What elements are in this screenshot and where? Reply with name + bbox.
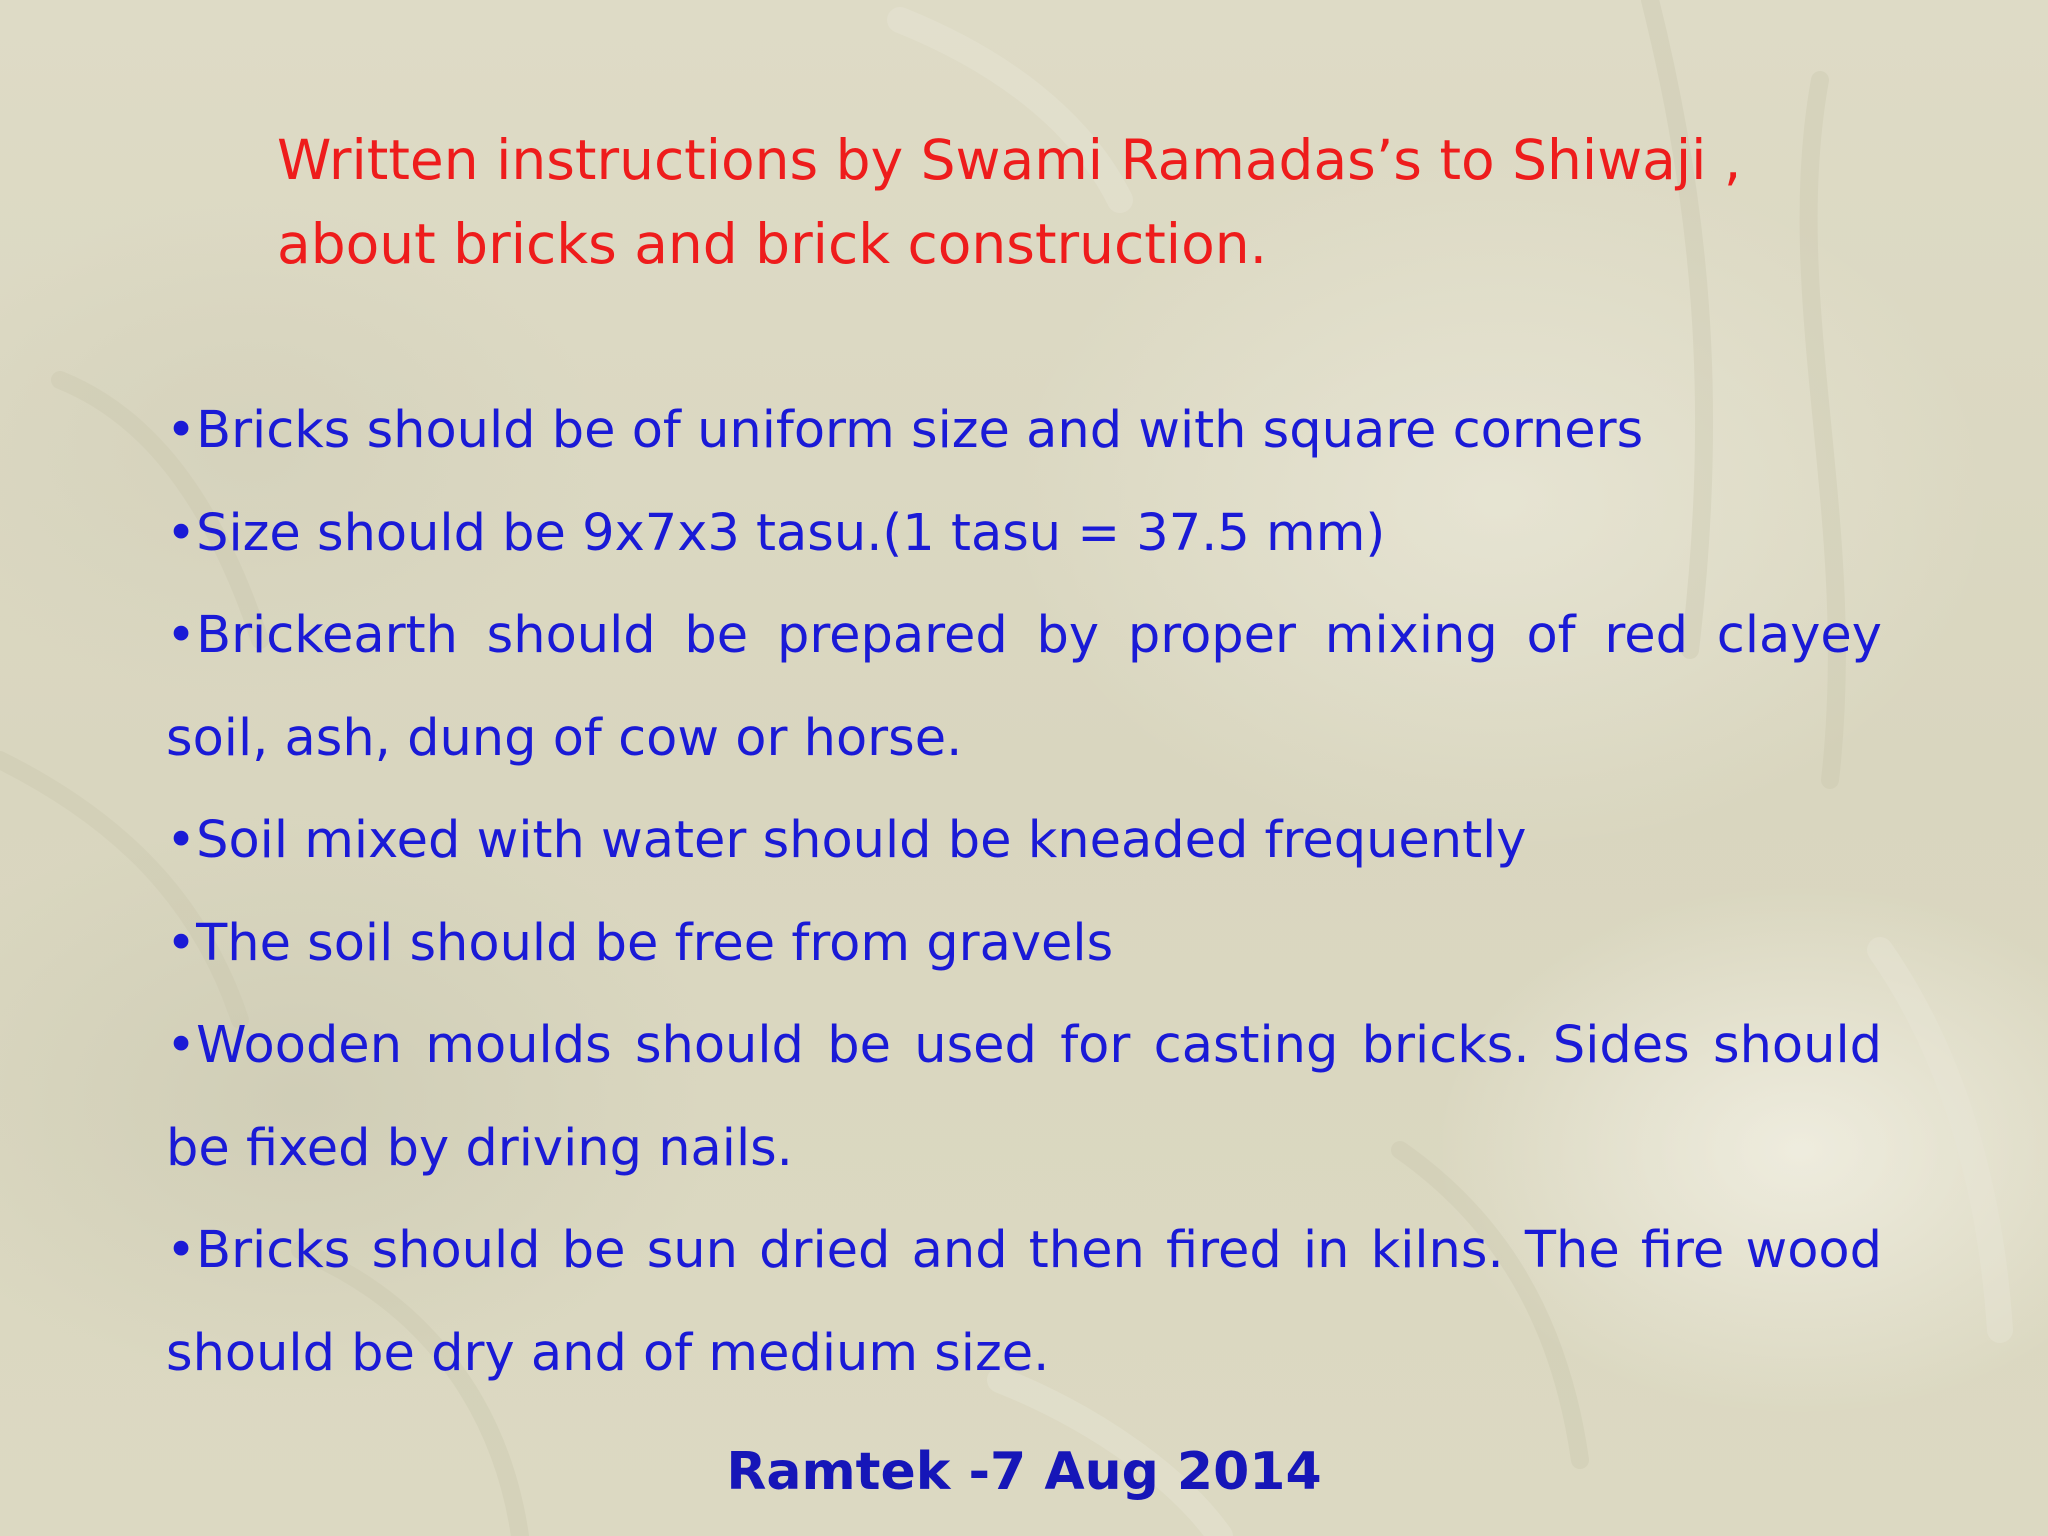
bullet-item-gravels: • The soil should be free from gravels [166, 893, 1882, 996]
bullet-item-sun-dried: • Bricks should be sun dried and then fired in kilns. The fire wood should be dry and of medium size. [166, 1200, 1882, 1405]
footer-caption: Ramtek -7 Aug 2014 [726, 1442, 1322, 1502]
bullet-item-kneading: • Soil mixed with water should be kneaded frequently [166, 790, 1882, 893]
bullet-item-wooden-moulds: • Wooden moulds should be used for casting bricks. Sides should be fixed by driving nails. [166, 995, 1882, 1200]
title-line-1: Written instructions by Swami Ramadas’s to Shiwaji , [277, 128, 1742, 192]
bullet-list [166, 380, 1882, 1405]
slide-title [277, 118, 1837, 286]
bullet-item-uniform-size: • Bricks should be of uniform size and with square corners [166, 380, 1882, 483]
title-line-2: about bricks and brick construction. [277, 212, 1268, 276]
bullet-item-brickearth: • Brickearth should be prepared by proper mixing of red clayey soil, ash, dung of cow or horse. [166, 585, 1882, 790]
bullet-item-size-tasu: • Size should be 9x7x3 tasu.(1 tasu = 37.5 mm) [166, 483, 1882, 586]
